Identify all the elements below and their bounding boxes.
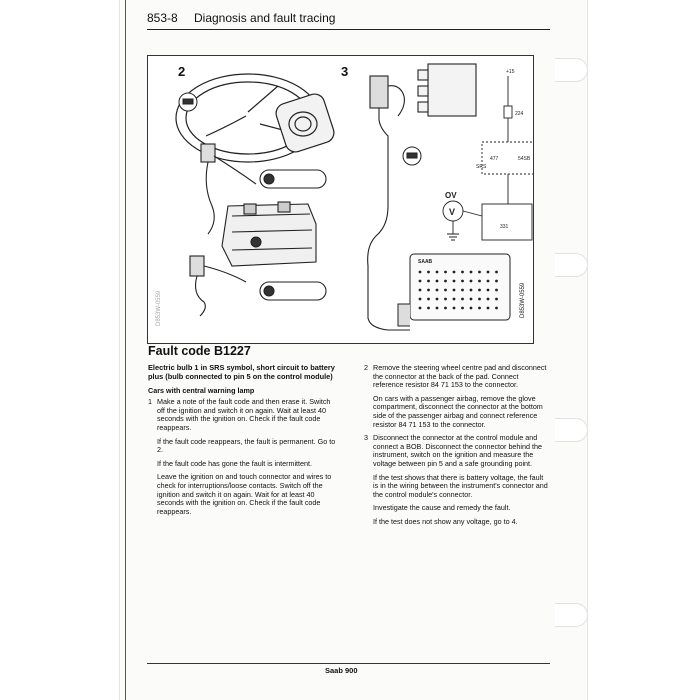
bob-pin	[453, 289, 456, 292]
bob-pin	[478, 271, 481, 274]
passenger-airbag-drawing	[222, 202, 316, 266]
schematic-label-module: 331	[500, 224, 509, 230]
bob-pin	[453, 280, 456, 283]
schematic-label-plus15: +15	[506, 69, 515, 75]
panel-label-right: 3	[341, 64, 349, 79]
control-unit-drawing	[418, 64, 476, 116]
bob-pin	[436, 298, 439, 301]
footer-label: Saab 900	[325, 666, 358, 675]
schematic-label-fuse: 224	[515, 111, 524, 117]
left-column	[148, 364, 338, 521]
voltmeter-caption: OV	[445, 191, 457, 200]
paragraph: If the fault code reappears, the fault is permanent. Go to 2.	[157, 436, 336, 455]
bob-pin	[427, 289, 430, 292]
schematic-label-relay2: 54SB	[518, 156, 531, 162]
bob-pin	[478, 298, 481, 301]
bob-pin	[487, 280, 490, 283]
bob-pin	[419, 271, 422, 274]
bob-pin	[478, 307, 481, 310]
bob-pin	[453, 307, 456, 310]
step-3	[364, 434, 550, 468]
fault-description: Electric bulb 1 in SRS symbol, short circuit to battery plus (bulb connected to pin 5 on the control module)	[148, 363, 335, 381]
schematic-label-relay1: 477	[490, 156, 499, 162]
bob-pin	[461, 271, 464, 274]
bob-pin	[444, 298, 447, 301]
reference-resistor-drawing	[260, 170, 326, 188]
bob-pin	[427, 271, 430, 274]
ignition-switch-icon	[403, 147, 421, 165]
bob-pin	[436, 307, 439, 310]
bob-pin	[436, 271, 439, 274]
figure-ref-code-faint: D853W-0559	[156, 290, 162, 326]
page-number: 853-8	[147, 11, 178, 25]
footer-rule	[147, 663, 550, 664]
bob-pin	[487, 298, 490, 301]
schematic-label-srs: SRS	[476, 164, 487, 170]
bob-pin	[478, 289, 481, 292]
bob-pin	[427, 280, 430, 283]
paragraph: If the fault code has gone the fault is intermittent.	[157, 458, 313, 468]
bob-pin	[495, 280, 498, 283]
bob-pin	[419, 307, 422, 310]
section-subheading: Cars with central warning lamp	[148, 385, 255, 395]
bob-pin	[461, 280, 464, 283]
bob-pin	[461, 289, 464, 292]
step-number: 3	[364, 433, 368, 443]
binder-hole	[555, 418, 588, 442]
step-number: 2	[364, 363, 368, 372]
ignition-switch-icon	[179, 93, 197, 111]
panel-label-left: 2	[178, 64, 186, 79]
step-1-notes	[148, 438, 338, 517]
bob-pin	[461, 298, 464, 301]
bob-pin	[419, 280, 422, 283]
paragraph: On cars with a passenger airbag, remove the glove compartment, disconnect the connector at the bottom side of the passenger airbag and connect reference resistor 84 71 153 to the connector.	[373, 393, 543, 429]
margin-line	[125, 0, 126, 700]
bob-pin	[470, 271, 473, 274]
bob-brand-label: SAAB	[418, 259, 433, 265]
fault-code-title: Fault code B1227	[148, 344, 251, 358]
bob-pin	[470, 298, 473, 301]
page-header	[147, 8, 550, 30]
step-2-notes	[364, 395, 550, 429]
bob-pin	[419, 298, 422, 301]
header-rule	[147, 29, 550, 30]
paragraph: If the test does not show any voltage, go to 4.	[373, 516, 518, 526]
bob-pin	[427, 307, 430, 310]
bob-pin	[478, 280, 481, 283]
step-1	[148, 398, 338, 432]
bob-pin	[419, 289, 422, 292]
step-text: Make a note of the fault code and then erase it. Switch off the ignition and switch it on again. Wait at least 40 seconds with the ignition on. Check if the fault code reappears.	[157, 397, 331, 432]
figure-box	[147, 55, 534, 344]
wiring-illustration	[148, 56, 533, 343]
bob-pin	[495, 298, 498, 301]
steering-wheel-drawing	[176, 74, 337, 162]
bob-pin	[436, 280, 439, 283]
bob-pin	[453, 271, 456, 274]
paragraph: Leave the ignition on and touch connector and wires to check for interruptions/loose contacts. Switch off the ignition and switch it on again. Wait for at least 40 seconds with the ignition on. Check if the fault code reappears.	[157, 472, 332, 516]
bob-pin	[470, 280, 473, 283]
bob-pin	[444, 280, 447, 283]
step-text: Remove the steering wheel centre pad and disconnect the connector at the back of the pad. Connect reference resistor 84 71 153 to the connector.	[373, 363, 547, 390]
bob-pin	[436, 289, 439, 292]
voltmeter-icon: V	[449, 207, 456, 217]
figure-ref-code: D853W-0559	[520, 282, 526, 318]
bob-pin	[495, 307, 498, 310]
binder-hole	[555, 58, 588, 82]
bob-pin	[444, 307, 447, 310]
right-column	[364, 364, 550, 532]
bob-pin	[470, 289, 473, 292]
bob-pin	[444, 271, 447, 274]
paragraph: If the test shows that there is battery voltage, the fault is in the wiring between the instrument's connector and the control module's connector.	[373, 472, 548, 499]
page-title: Diagnosis and fault tracing	[194, 11, 336, 25]
bob-pin	[453, 298, 456, 301]
step-2	[364, 364, 550, 390]
bob-pin	[495, 289, 498, 292]
harness-connector-drawing	[368, 76, 410, 330]
bob-pin	[444, 289, 447, 292]
step-text: Disconnect the connector at the control module and connect a BOB. Disconnect the connector behind the instrument, switch on the ignition and measure the voltage between pin 5 and a safe grounding point.	[373, 433, 543, 468]
bob-pin	[427, 298, 430, 301]
bob-pin	[487, 271, 490, 274]
bob-pin	[487, 289, 490, 292]
binder-hole	[555, 603, 588, 627]
paragraph: Investigate the cause and remedy the fault.	[373, 503, 511, 513]
bob-pin	[461, 307, 464, 310]
bob-pin	[470, 307, 473, 310]
bob-pin	[487, 307, 490, 310]
step-3-notes	[364, 474, 550, 527]
bob-pin	[495, 271, 498, 274]
step-number: 1	[148, 397, 152, 407]
binder-hole	[555, 253, 588, 277]
